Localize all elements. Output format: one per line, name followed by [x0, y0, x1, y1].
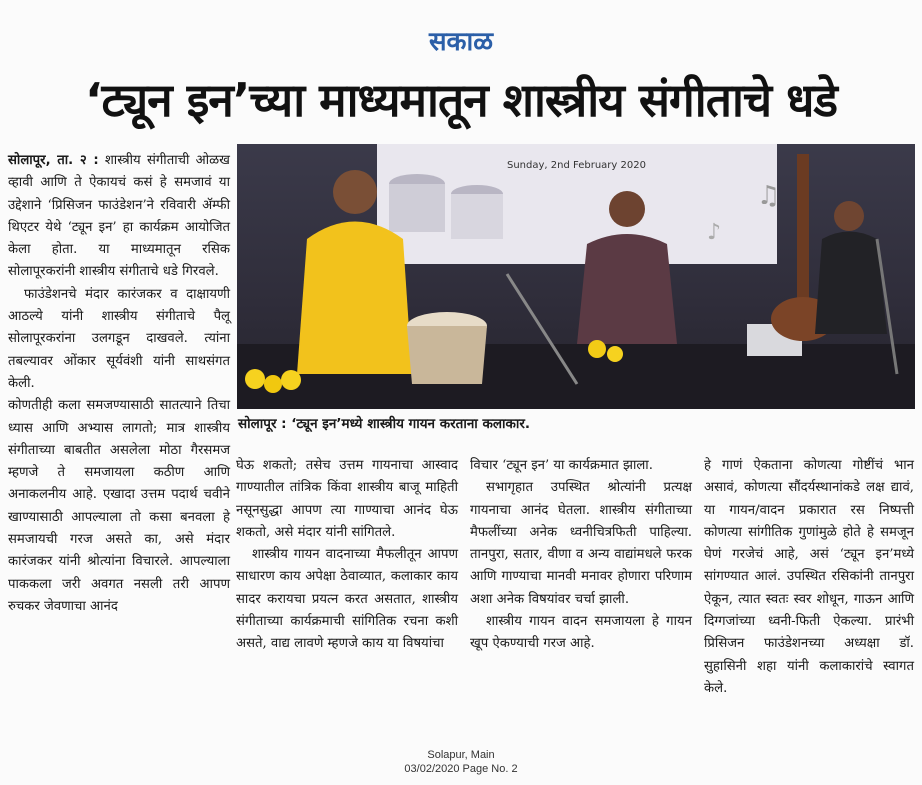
event-photo	[237, 144, 915, 409]
dateline: सोलापूर, ता. २ :	[8, 153, 99, 168]
article-column-2	[236, 455, 458, 656]
article-paragraph	[8, 150, 230, 284]
article-paragraph: कोणतीही कला समजण्यासाठी सातत्याने तिचा ध्यास आणि अभ्यास लागतो; मात्र शास्त्रीय संगीताच्या बाबतीत असलेला मोठा गैरसमज म्हणजे ते समजायला कठीण आणि अनाकलनीय आहे. एखादा उत्तम पदार्थ चवीने खाण्यासाठी आपल्याला तो कसा बनवला हे समजायची गरज असते का, असे मंदार कारंजकर यांनी श्रोत्यांना विचारले. आपल्याला पाककला जरी अवगत नसली तरी आपण रुचकर जेवणाचा आनंद	[8, 398, 230, 614]
music-note-icon: ♪	[707, 220, 722, 245]
photo-caption: सोलापूर : ‘ट्यून इन’मध्ये शास्त्रीय गायन करताना कलाकार.	[238, 416, 531, 432]
article-column-4	[704, 455, 914, 700]
performer-right	[834, 201, 864, 231]
edition-label: Solapur, Main	[427, 749, 495, 761]
article-paragraph: विचार ‘ट्यून इन’ या कार्यक्रमात झाला.	[470, 458, 653, 473]
article-paragraph: हे गाणं ऐकताना कोणत्या गोष्टींचं भान असावं, कोणत्या सौंदर्यस्थानांकडे लक्ष द्यावं, या गायन/वादन प्रकारात रस निष्पत्ती कोणत्या सांगीतिक गुणांमुळे होते हे समजून घेणं गरजेचं आहे, असं ‘ट्यून इन’मध्ये सांगण्यात आलं. उपस्थित रसिकांनी तानपुरा ऐकून, त्यात स्वतः स्वर शोधून, गाऊन आणि दिग्गजांच्या ध्वनी-फिती ऐकल्या. प्रारंभी प्रिसिजन फाउंडेशनच्या अध्यक्षा डॉ. सुहासिनी शहा यांनी कलाकारांचे स्वागत केले.	[704, 458, 914, 696]
newspaper-masthead: सकाळ	[428, 27, 494, 57]
paragraph-text: शास्त्रीय संगीताची ओळख व्हावी आणि ते ऐकायचं कसं हे समजावं या उद्देशाने ‘प्रिसिजन फाउंडेशन’ने रविवारी ॲम्फी थिएटर येथे ‘ट्यून इन’ हा कार्यक्रम आयोजित केला होता. या माध्यमातून रसिक सोलापूरकरांनी शास्त्रीय संगीताचे धडे गिरवले.	[8, 153, 230, 280]
article-paragraph: घेऊ शकतो; तसेच उत्तम गायनाचा आस्वाद गाण्यातील तांत्रिक किंवा शास्त्रीय बाजू माहिती नसूनसुद्धा आपण त्या गाण्याचा आनंद घेऊ शकतो, असे मंदार यांनी सांगितले.	[236, 458, 458, 540]
tanpura	[797, 154, 809, 304]
article-column-1	[8, 150, 230, 618]
music-note-icon: ♫	[757, 181, 781, 211]
article-paragraph: शास्त्रीय गायन वादनाच्या मैफलीतून आपण साधारण काय अपेक्षा ठेवाव्यात, कलाकार काय सादर करायचा प्रयत्न करत असतात, शास्त्रीय संगीताच्या कार्यक्रमाची सांगितिक रचना कशी असते, वाद्य लावणे म्हणजे काय या विषयांचा	[236, 547, 458, 652]
page-footer	[0, 748, 922, 776]
article-paragraph: शास्त्रीय गायन वादन समजायला हे गायन खूप ऐकण्याची गरज आहे.	[470, 614, 692, 652]
article-column-3	[470, 455, 692, 656]
date-page-label: 03/02/2020 Page No. 2	[404, 763, 518, 775]
performer-left	[333, 170, 377, 214]
banner-text: Sunday, 2nd February 2020	[507, 160, 646, 171]
article-paragraph: सभागृहात उपस्थित श्रोत्यांनी प्रत्यक्ष गायनाचा आनंद घेतला. शास्त्रीय संगीताच्या मैफलींच्या अनेक ध्वनीचित्रफिती पाहिल्या. तानपुरा, सतार, वीणा व अन्य वाद्यांमधले फरक आणि गाण्याचा मानवी मनावर होणारा परिणाम अशा अनेक विषयांवर चर्चा झाली.	[470, 480, 692, 607]
performers-illustration	[237, 144, 915, 409]
article-headline: ‘ट्यून इन’च्या माध्यमातून शास्त्रीय संगीताचे धडे	[85, 73, 837, 127]
article-paragraph: फाउंडेशनचे मंदार कारंजकर व दाक्षायणी आठल्ये यांनी शास्त्रीय संगीताचे पैलू सोलापूरकरांना उलगडून दाखवले. त्यांना तबल्यावर ओंकार सूर्यवंशी यांनी साथसंगत केली.	[8, 286, 230, 391]
performer-center	[609, 191, 645, 227]
